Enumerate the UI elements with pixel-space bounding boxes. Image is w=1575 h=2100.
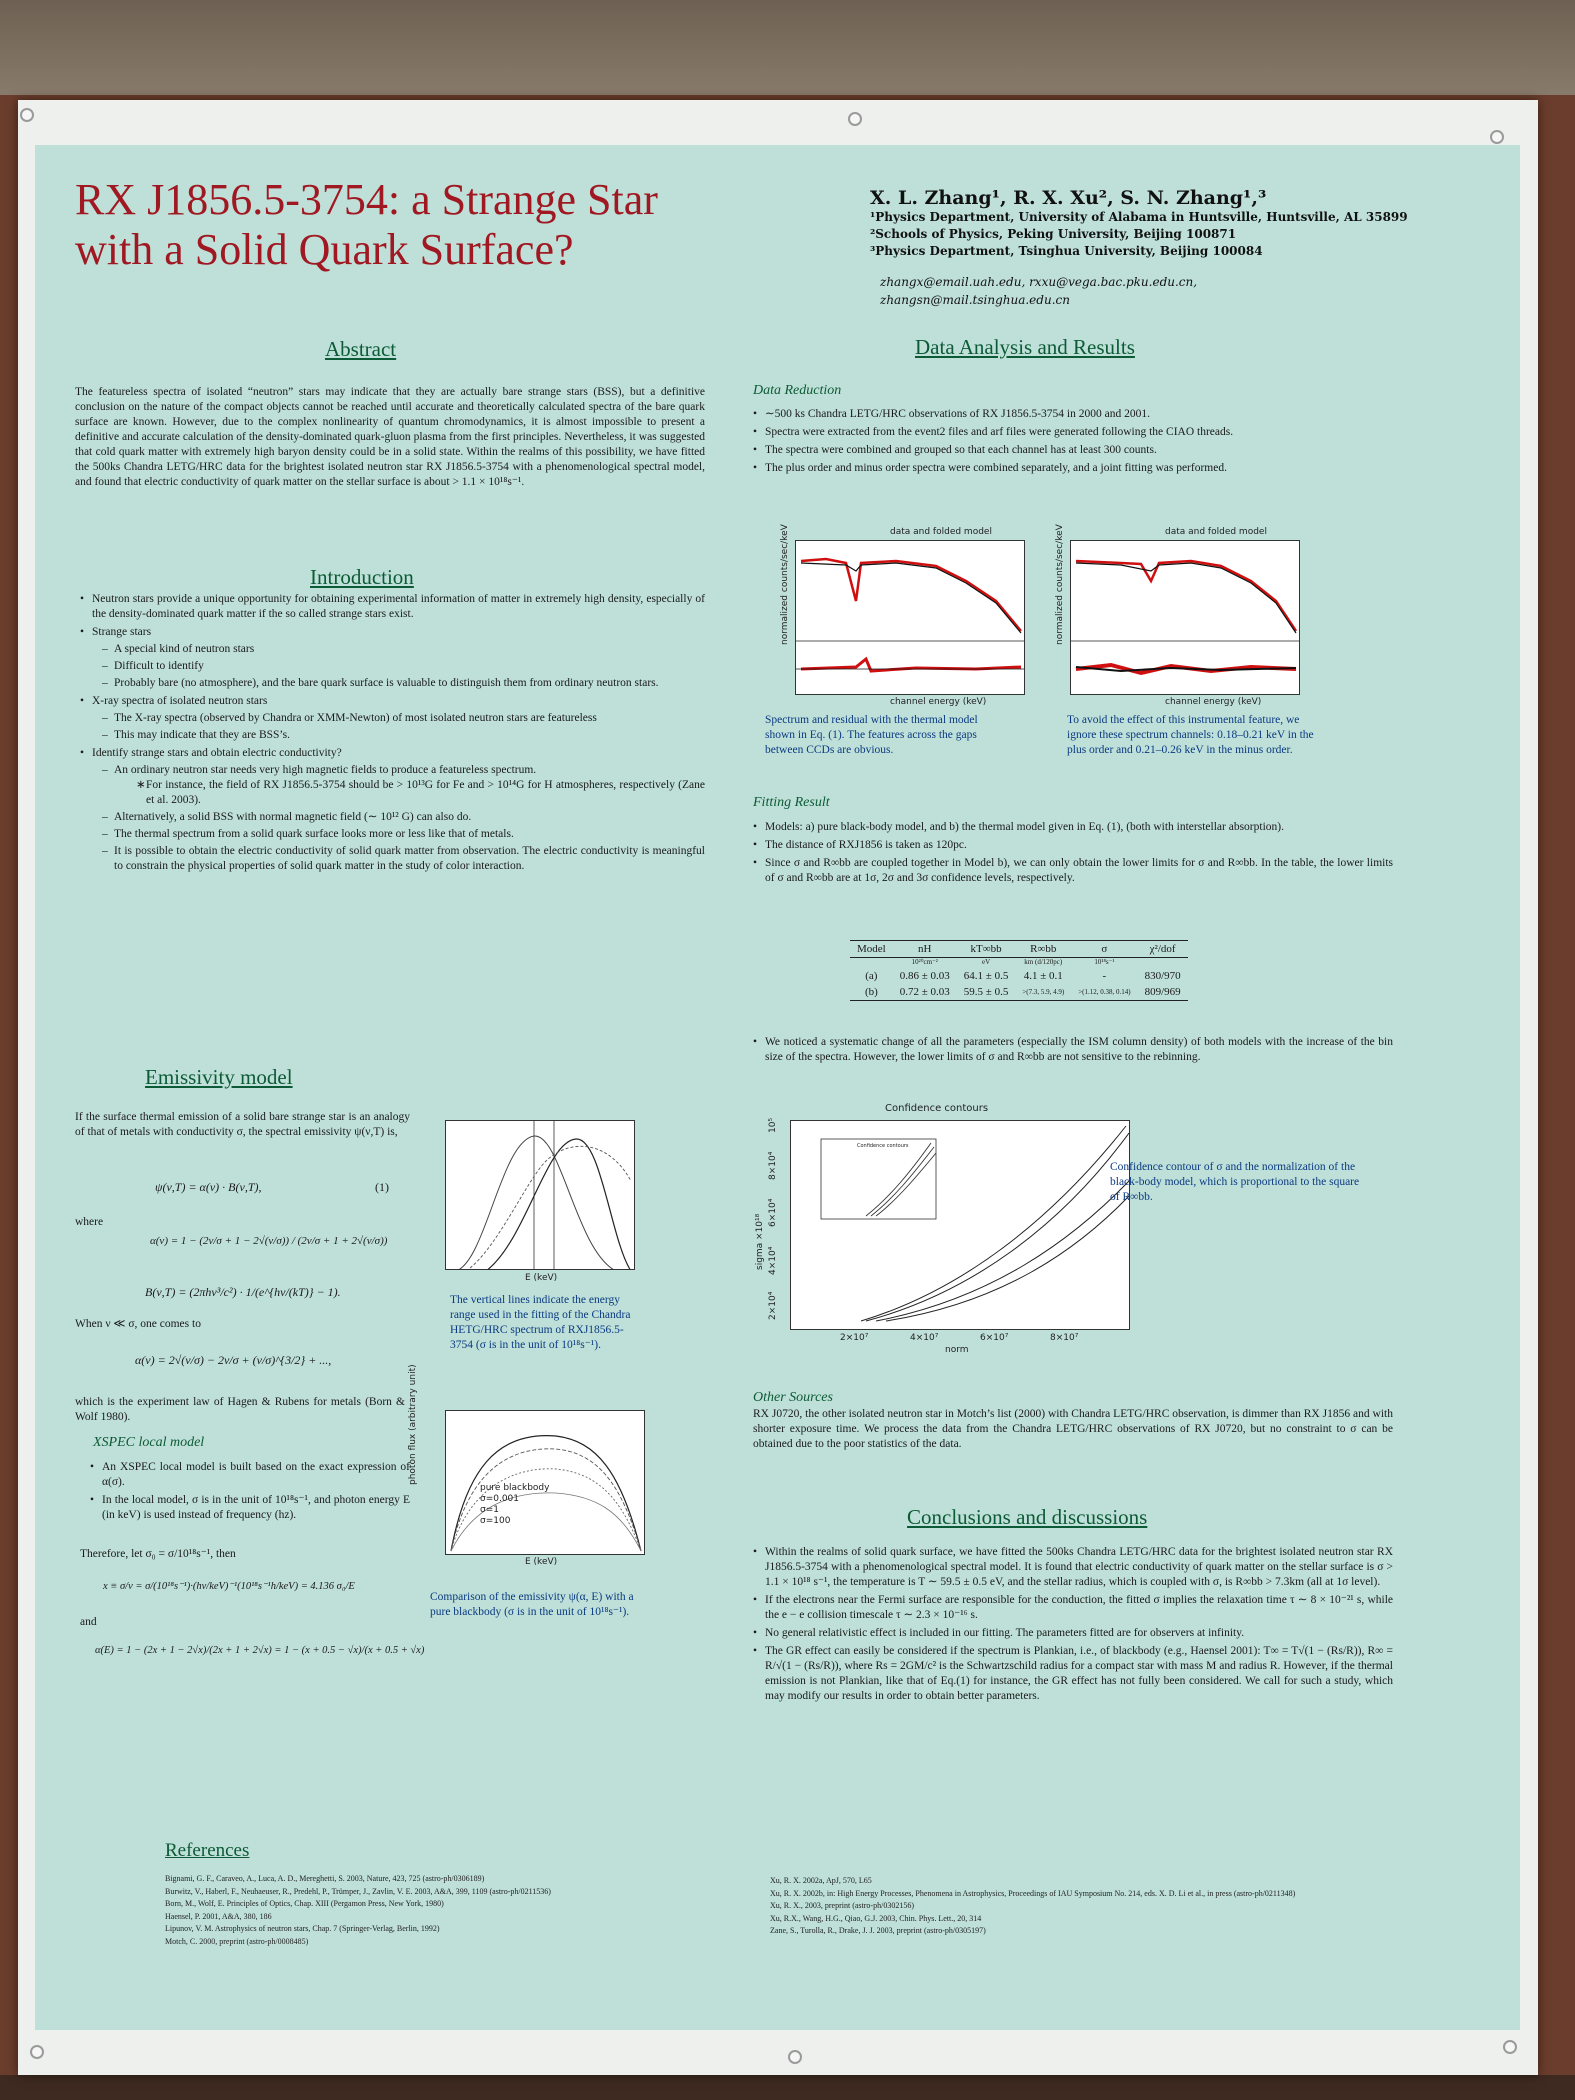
list-item: • The distance of RXJ1856 is taken as 120pc. — [753, 838, 1393, 853]
x-tick-label: 2×10⁷ — [840, 1333, 869, 1343]
y-axis-label: photon flux (arbitrary unit) — [408, 1364, 418, 1485]
table-header-row — [850, 941, 1188, 958]
xspec-heading: XSPEC local model — [93, 1435, 205, 1450]
spectrum-plot-title: data and folded model — [890, 527, 992, 537]
pushpin-icon — [848, 112, 862, 126]
fit-results-table — [850, 940, 1188, 1001]
poster — [35, 145, 1520, 2030]
list-item: – An ordinary neutron star needs very high magnetic fields to produce a featureless spectrum. ∗ For instance, the field of RX J1856.5-3754 should be > 10¹³G for Fe and > 10¹⁴G for H atmospheres, respectively (Zane et al. 2003). — [92, 763, 705, 808]
introduction-list — [80, 592, 705, 877]
systematic-note — [753, 1035, 1393, 1068]
pushpin-icon — [1503, 2040, 1517, 2054]
list-item: • Spectra were extracted from the event2 files and arf files were generated following the CIAO threads. — [753, 425, 1393, 440]
list-item: – Probably bare (no atmosphere), and the bare quark surface is valuable to distinguish them from ordinary neutron stars. — [92, 676, 705, 691]
x-tick-label: 4×10⁷ — [910, 1333, 939, 1343]
table-row — [850, 968, 1188, 984]
author-block — [870, 187, 1490, 260]
y-tick-label: 8×10⁴ — [768, 1151, 778, 1180]
therefore-text: Therefore, let σ₀ = σ/10¹⁸s⁻¹, then — [80, 1548, 236, 1560]
abstract-text: The featureless spectra of isolated “neutron” stars may indicate that they are actually bare strange stars (BSS), but a definitive conclusion on the nature of the compact objects cannot be reached until accurate and theoretically calculated spectra of the bare quark surface are known. However, due to the complex nonlinearity of quantum chromodynamics, it is almost impossible to present a definitive and accurate calculation of the density-dominated quark-gluon plasma from the first principles. Nevertheless, it was suggested that cold quark matter with extremely high baryon density could be in a solid state. Within the realms of this possibility, we have fitted the 500ks Chandra LETG/HRC data for the brightest isolated neutron star RX J1856.5-3754 with a phenomenological spectral model, and found that electric conductivity of quark matter on the stellar surface is about > 1.1 × 10¹⁸s⁻¹. — [75, 386, 705, 488]
conclusions-list — [753, 1545, 1393, 1707]
table-header: σ — [1071, 941, 1137, 958]
x-axis-label: E (keV) — [525, 1557, 558, 1567]
list-item: • Within the realms of solid quark surface, we have fitted the 500ks Chandra LETG/HRC data for the brightest isolated neutron star RX J1856.5-3754 with a phenomenological spectral model. It is found that electric conductivity of quark matter on the stellar surface is σ > 1.1 × 10¹⁸ s⁻¹, the temperature is T ∼ 59.5 ± 0.5 eV, and the stellar radius, which is coupled with σ, is R∞bb > 7.3km (all at 1σ level). — [753, 1545, 1393, 1590]
list-item: • Models: a) pure black-body model, and b) the thermal model given in Eq. (1), (both with interstellar absorption). — [753, 820, 1393, 835]
list-item: • Strange stars – A special kind of neutron stars – Difficult to identify – Probably bare (no atmosphere), and the bare quark surface is valuable to distinguish them from ordinary neutron stars. — [80, 625, 705, 691]
inset-title: Confidence contours — [857, 1143, 909, 1149]
floor-edge — [0, 2075, 1575, 2100]
table-cell: 4.1 ± 0.1 — [1023, 970, 1063, 982]
author-names: X. L. Zhang¹, R. X. Xu², S. N. Zhang¹,³ — [870, 187, 1267, 209]
equation-2: α(ν) = 1 − (2ν/σ + 1 − 2√(ν/σ)) / (2ν/σ + 1 + 2√(ν/σ)) — [150, 1235, 388, 1247]
table-cell: eV — [981, 958, 991, 966]
other-sources-text: RX J0720, the other isolated neutron star in Motch’s list (2000) with Chandra LETG/HRC observation, is dimmer than RX J1856 and with shorter exposure time. We process the data from the Chandra LETG/HRC observations of RX J0720, but no constraint to σ can be obtained due to the poor statistics of the data. — [753, 1408, 1393, 1450]
fitting-result-heading: Fitting Result — [753, 795, 830, 810]
table-cell: >(1.12, 0.38, 0.14) — [1071, 984, 1137, 1001]
spectrum-plot — [795, 540, 1025, 695]
xspec-list — [90, 1460, 410, 1526]
table-cell: 830/970 — [1144, 970, 1181, 982]
blackbody-figure-caption: Comparison of the emissivity ψ(α, E) with a pure blackbody (σ is in the unit of 10¹⁸s⁻¹). — [430, 1591, 634, 1618]
data-reduction-list — [753, 407, 1393, 479]
reference-item: Xu, R. X. 2002a, ApJ, 570, L65 — [770, 1876, 872, 1885]
list-item: • Identify strange stars and obtain electric conductivity? – An ordinary neutron star needs very high magnetic fields to produce a featureless spectrum. ∗ For instance, the field of RX J1856.5-3754 should be > 10¹³G for Fe and > 10¹⁴G for H atmospheres, respectively (Zane et al. 2003). – Alternatively, a solid BSS with normal magnetic field (∼ 10¹² G) can also do. – The thermal spectrum from a solid quark surface looks more or less like that of metals. – It is possible to obtain the electric conductivity of solid quark matter from observation. The electric conductivity is meaningful to constrain the physical properties of solid quark matter in the study of color interaction. — [80, 746, 705, 874]
y-axis-label: normalized counts/sec/keV — [1055, 524, 1065, 645]
table-cell: 10¹⁸s⁻¹ — [1094, 958, 1115, 966]
references-left — [165, 1873, 745, 1948]
reference-item: Motch, C. 2000, preprint (astro-ph/0008485) — [165, 1936, 309, 1946]
list-item: • We noticed a systematic change of all the parameters (especially the ISM column density) of both models with the increase of the bin size of the spectra. However, the lower limits of σ and R∞bb are not sensitive to the rebinning. — [753, 1035, 1393, 1065]
confidence-contour-plot — [790, 1120, 1130, 1330]
pushpin-icon — [788, 2050, 802, 2064]
x-axis-label: norm — [945, 1345, 969, 1355]
list-item: – The thermal spectrum from a solid quark surface looks more or less like that of metals. — [92, 827, 705, 842]
equation-1: ψ(ν,T) = α(ν) · B(ν,T), — [155, 1180, 262, 1194]
table-header: nH — [893, 941, 957, 958]
reference-item: Born, M., Wolf, E. Principles of Optics, Chap. XIII (Pergamon Press, New York, 1980) — [165, 1899, 444, 1908]
emissivity-figure — [445, 1120, 635, 1270]
legend-entry: σ=1 — [480, 1505, 499, 1515]
y-tick-label: 10⁵ — [768, 1117, 778, 1133]
pushpin-icon — [20, 108, 34, 122]
table-cell — [1138, 958, 1188, 969]
y-axis-label: sigma ×10¹⁸ — [755, 1213, 765, 1270]
affiliation: ¹Physics Department, University of Alabama in Huntsville, Huntsville, AL 35899 — [870, 210, 1408, 224]
table-cell — [850, 958, 893, 969]
data-analysis-heading: Data Analysis and Results — [915, 335, 1135, 359]
emissivity-heading: Emissivity model — [145, 1065, 293, 1089]
equation-3: B(ν,T) = (2πhν³/c²) · 1/(e^{hν/(kT)} − 1). — [145, 1285, 341, 1299]
table-header: Model — [850, 941, 893, 958]
table-cell: km (d/120pc) — [1024, 958, 1063, 966]
list-item: • In the local model, σ is in the unit of 10¹⁸s⁻¹, and photon energy E (in keV) is used instead of frequency (hz). — [90, 1493, 410, 1523]
and-text: and — [80, 1616, 97, 1628]
list-item: – It is possible to obtain the electric conductivity of solid quark matter from observation. The electric conductivity is meaningful to constrain the physical properties of solid quark matter in the study of color interaction. — [92, 844, 705, 874]
list-item: • The spectra were combined and grouped so that each channel has at least 300 counts. — [753, 443, 1393, 458]
table-cell: - — [1102, 970, 1107, 982]
table-units-row — [850, 958, 1188, 969]
fitting-result-list — [753, 820, 1393, 889]
list-item: • An XSPEC local model is built based on the exact expression of α(σ). — [90, 1460, 410, 1490]
table-cell: >(7.3, 5.9, 4.9) — [1015, 984, 1071, 1001]
x-tick-label: 8×10⁷ — [1050, 1333, 1079, 1343]
author-emails: zhangx@email.uah.edu, rxxu@vega.bac.pku.edu.cn, zhangsn@mail.tsinghua.edu.cn — [880, 275, 1198, 307]
list-item: – Difficult to identify — [92, 659, 705, 674]
wall-background — [0, 0, 1575, 100]
list-item: • If the electrons near the Fermi surface are responsible for the conduction, the fitted σ implies the relaxation time τ ∼ 8 × 10⁻²¹ s, while the e − e collision timescale τ ∼ 2.3 × 10⁻¹⁶ s. — [753, 1593, 1393, 1623]
other-sources-heading: Other Sources — [753, 1390, 833, 1405]
abstract-heading: Abstract — [325, 337, 397, 361]
hagen-rubens-text: which is the experiment law of Hagen & Rubens for metals (Born & Wolf 1980). — [75, 1396, 405, 1423]
list-item: – The X-ray spectra (observed by Chandra or XMM-Newton) of most isolated neutron stars are featureless — [92, 711, 705, 726]
list-item: • X-ray spectra of isolated neutron stars – The X-ray spectra (observed by Chandra or XMM-Newton) of most isolated neutron stars are featureless – This may indicate that they are BSS’s. — [80, 694, 705, 743]
list-item: • ∼500 ks Chandra LETG/HRC observations of RX J1856.5-3754 in 2000 and 2001. — [753, 407, 1393, 422]
table-cell: 59.5 ± 0.5 — [957, 984, 1016, 1001]
table-header: χ²/dof — [1138, 941, 1188, 958]
list-item: – A special kind of neutron stars — [92, 642, 705, 657]
spectrum-caption: Spectrum and residual with the thermal model shown in Eq. (1). The features across the gaps between CCDs are obvious. — [765, 714, 978, 756]
table-cell: (a) — [865, 970, 878, 982]
table-header: kT∞bb — [957, 941, 1016, 958]
reference-item: Lipunov, V. M. Astrophysics of neutron stars, Chap. 7 (Springer-Verlag, Berlin, 1992) — [165, 1924, 440, 1933]
y-tick-label: 4×10⁴ — [768, 1246, 778, 1275]
plot-background — [446, 1121, 635, 1270]
list-item: • The plus order and minus order spectra were combined separately, and a joint fitting was performed. — [753, 461, 1393, 476]
references-heading: References — [165, 1840, 250, 1861]
table-cell: 809/969 — [1138, 984, 1188, 1001]
equation-6: α(E) = 1 − (2x + 1 − 2√x)/(2x + 1 + 2√x) = 1 − (x + 0.5 − √x)/(x + 0.5 + √x) — [95, 1645, 425, 1656]
references-right — [770, 1875, 1310, 1938]
pushpin-icon — [30, 2045, 44, 2059]
list-item: • No general relativistic effect is included in our fitting. The parameters fitted are for observers at infinity. — [753, 1626, 1393, 1641]
list-item: ∗ For instance, the field of RX J1856.5-3754 should be > 10¹³G for Fe and > 10¹⁴G for H atmospheres, respectively (Zane et al. 2003). — [114, 778, 705, 808]
equation-number: (1) — [375, 1180, 389, 1194]
equation-4: α(ν) = 2√(ν/σ) − 2ν/σ + (ν/σ)^{3/2} + ..., — [135, 1353, 332, 1367]
reference-item: Xu, R. X. 2002b, in: High Energy Processes, Phenomena in Astrophysics, Proceedings of IAU Symposium No. 214, eds. X. D. Li et al., in press (astro-ph/0211348) — [770, 1888, 1296, 1898]
legend-entry: pure blackbody — [480, 1483, 550, 1493]
poster-title: RX J1856.5-3754: a Strange Star with a Solid Quark Surface? — [75, 175, 658, 274]
reference-item: Xu, R.X., Wang, H.G., Qiao, G.J. 2003, Chin. Phys. Lett., 20, 314 — [770, 1913, 982, 1923]
spectrum-plot-filtered — [1070, 540, 1300, 695]
contour-plot-title: Confidence contours — [885, 1103, 989, 1114]
affiliation: ³Physics Department, Tsinghua University, Beijing 100084 — [870, 244, 1263, 258]
list-item: – Alternatively, a solid BSS with normal magnetic field (∼ 10¹² G) can also do. — [92, 810, 705, 825]
x-axis-label: channel energy (keV) — [1165, 697, 1262, 707]
table-header: R∞bb — [1015, 941, 1071, 958]
y-tick-label: 2×10⁴ — [768, 1291, 778, 1320]
introduction-heading: Introduction — [310, 565, 414, 589]
table-cell: 10²⁰cm⁻² — [911, 958, 938, 966]
reference-item: Haensel, P. 2001, A&A, 380, 186 — [165, 1911, 272, 1921]
x-tick-label: 6×10⁷ — [980, 1333, 1009, 1343]
plot-background — [791, 1121, 1130, 1330]
y-axis-label: normalized counts/sec/keV — [780, 524, 790, 645]
legend-entry: σ=0.001 — [480, 1494, 520, 1504]
limit-text: When ν ≪ σ, one comes to — [75, 1318, 201, 1330]
y-tick-label: 6×10⁴ — [768, 1198, 778, 1227]
equation-5: x ≡ σ/ν = σ/(10¹⁸s⁻¹)·(hν/keV)⁻¹(10¹⁸s⁻¹h/keV) = 4.136 σ₀/E — [103, 1581, 355, 1592]
list-item: – This may indicate that they are BSS’s. — [92, 728, 705, 743]
emissivity-intro: If the surface thermal emission of a solid bare strange star is an analogy of that of metals with conductivity σ, the spectral emissivity ψ(ν,T) is, — [75, 1111, 410, 1138]
table-cell: (b) — [850, 984, 893, 1001]
reference-item: Xu, R. X., 2003, preprint (astro-ph/0302156) — [770, 1901, 914, 1910]
where-text: where — [75, 1216, 104, 1228]
legend-entry: σ=100 — [480, 1516, 511, 1526]
spectrum-filter-caption: To avoid the effect of this instrumental feature, we ignore these spectrum channels: 0.18–0.21 keV in the plus order and 0.21–0.26 keV in the minus order. — [1067, 714, 1314, 756]
x-axis-label: E (keV) — [525, 1273, 558, 1283]
table-cell: 64.1 ± 0.5 — [963, 970, 1009, 982]
conclusions-heading: Conclusions and discussions — [907, 1505, 1148, 1529]
spectrum-plot-title: data and folded model — [1165, 527, 1267, 537]
pushpin-icon — [1490, 130, 1504, 144]
table-row — [850, 984, 1188, 1001]
contour-caption: Confidence contour of σ and the normalization of the black-body model, which is proportional to the square of R∞bb. — [1110, 1161, 1360, 1203]
reference-item: Zane, S., Turolla, R., Drake, J. J. 2003, preprint (astro-ph/0305197) — [770, 1926, 986, 1935]
table-cell: 0.72 ± 0.03 — [893, 984, 957, 1001]
reference-item: Burwitz, V., Haberl, F., Neuhaeuser, R., Predehl, P., Trümper, J., Zavlin, V. E. 2003, A&A, 399, 1109 (astro-ph/0211536) — [165, 1886, 551, 1896]
x-axis-label: channel energy (keV) — [890, 697, 987, 707]
table-cell: 0.86 ± 0.03 — [899, 970, 950, 982]
affiliation: ²Schools of Physics, Peking University, Beijing 100871 — [870, 227, 1237, 241]
data-reduction-heading: Data Reduction — [753, 383, 842, 398]
list-item: • Neutron stars provide a unique opportunity for obtaining experimental information of matter in extremely high density, especially of the density-dominated quark matter if the so called strange stars exist. — [80, 592, 705, 622]
emissivity-figure-caption: The vertical lines indicate the energy range used in the fitting of the Chandra HETG/HRC spectrum of RXJ1856.5-3754 (σ is in the unit of 10¹⁸s⁻¹). — [450, 1294, 631, 1351]
reference-item: Bignami, G. F., Caraveo, A., Luca, A. D., Mereghetti, S. 2003, Nature, 423, 725 (astro-ph/0306189) — [165, 1874, 485, 1883]
list-item: • The GR effect can easily be considered if the spectrum is Plankian, i.e., of blackbody (e.g., Haensel 2001): T∞ = T√(1 − (Rs/R)), R∞ = R/√(1 − (Rs/R)), where Rs = 2GM/c² is the Schwartzschild radius for a compact star with mass M and radius R. However, if the thermal emission is not Plankian, like that of Eq.(1) for instance, the GR effect has not fully been considered. We call for such a study, which may modify our results in order to obtain better parameters. — [753, 1644, 1393, 1704]
list-item: • Since σ and R∞bb are coupled together in Model b), we can only obtain the lower limits for σ and R∞bb. In the table, the lower limits of σ and R∞bb are at 1σ, 2σ and 3σ confidence levels, respectively. — [753, 856, 1393, 886]
